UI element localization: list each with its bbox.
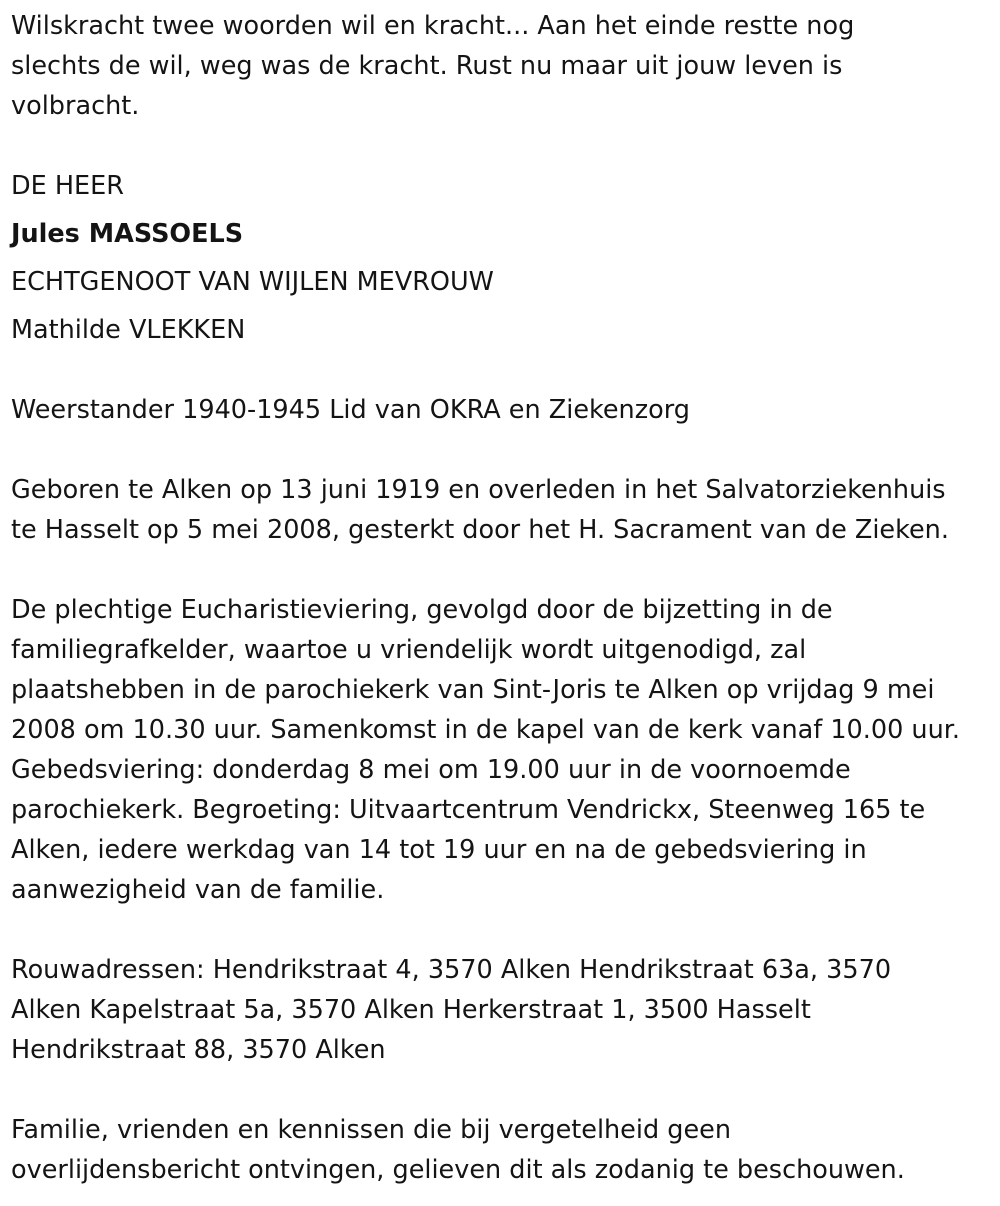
- mourning-addresses: Rouwadressen: Hendrikstraat 4, 3570 Alken Hendrikstraat 63a, 3570 Alken Kapelstraat 5a, 3570 Alken Herkerstraat 1, 3500 Hasselt Hendrikstraat 88, 3570 Alken: [11, 955, 892, 1065]
- ceremony-text: De plechtige Eucharistieviering, gevolgd door de bijzetting in de familiegrafkelder, waartoe u vriendelijk wordt uitgenodigd, zal plaatshebben in de parochiekerk van Sint-Joris te Alken op vrijdag 9 mei 2008 om 10.30 uur. Samenkomst in de kapel van de kerk vanaf 10.00 uur. Gebedsviering: donderdag 8 mei om 19.00 uur in de voornoemde parochiekerk. Begroeting: Uitvaartcentrum Vendrickx, Steenweg 165 te Alken, iedere werkdag van 14 tot 19 uur en na de gebedsviering in aanwezigheid van de familie.: [11, 595, 961, 905]
- birth-death-text: Geboren te Alken op 13 juni 1919 en overleden in het Salvatorziekenhuis te Hasselt op 5 mei 2008, gesterkt door het H. Sacrament van de Zieken.: [11, 475, 949, 545]
- spouse-label: ECHTGENOOT VAN WIJLEN MEVROUW: [11, 267, 494, 297]
- motto-text: Wilskracht twee woorden wil en kracht... Aan het einde restte nog slechts de wil, weg was de kracht. Rust nu maar uit jouw leven is volbracht.: [11, 11, 855, 121]
- affiliations-text: Weerstander 1940-1945 Lid van OKRA en Ziekenzorg: [11, 395, 690, 425]
- death-notice: [11, 6, 996, 1190]
- title-prefix: DE HEER: [11, 171, 124, 201]
- closing-note: Familie, vrienden en kennissen die bij vergetelheid geen overlijdensbericht ontvingen, gelieven dit als zodanig te beschouwen.: [11, 1115, 905, 1185]
- spouse-name: Mathilde VLEKKEN: [11, 315, 246, 345]
- deceased-name: Jules MASSOELS: [11, 219, 244, 249]
